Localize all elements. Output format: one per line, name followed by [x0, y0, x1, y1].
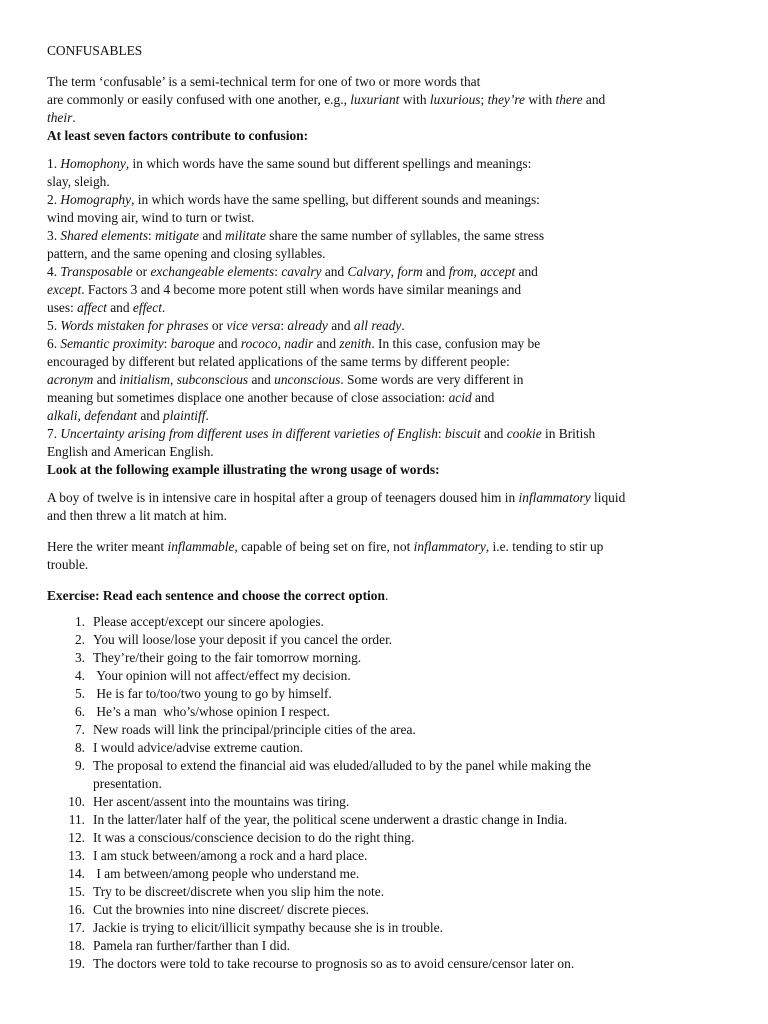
factor-text: .: [205, 408, 209, 423]
example-word: affect: [77, 300, 107, 315]
exercise-number: 15.: [68, 884, 85, 899]
exercise-number: 1.: [74, 614, 85, 629]
example-word: acid: [448, 390, 472, 405]
exercise-sentence: presentation.: [93, 776, 162, 791]
factor-item: [47, 317, 727, 335]
exercise-item: [47, 667, 723, 685]
exercise-sentence: In the latter/later half of the year, the political scene underwent a drastic change in India.: [93, 812, 568, 827]
exercise-sentence: Please accept/except our sincere apologies.: [93, 614, 324, 629]
exercise-item: [47, 757, 723, 793]
factor-text: ,: [473, 264, 481, 279]
factor-item: [47, 335, 727, 425]
example-word: militate: [225, 228, 266, 243]
example-word: luxuriant: [350, 92, 400, 107]
example-word: unconscious: [274, 372, 341, 387]
factor-text: , in which words have the same spelling, but different sounds and meanings:: [131, 192, 540, 207]
factor-text: and: [321, 264, 348, 279]
exercise-item: [47, 919, 723, 937]
example-word: effect: [132, 300, 162, 315]
factor-term: Semantic proximity: [60, 336, 164, 351]
factor-number: 6.: [47, 336, 61, 351]
factor-term: Shared elements: [60, 228, 149, 243]
example-word: except: [47, 282, 82, 297]
exercise-sentence: The proposal to extend the financial aid was eluded/alluded to by the panel while making the: [93, 758, 591, 773]
exercise-item: [47, 631, 723, 649]
exercise-number: 11.: [68, 812, 85, 827]
example-word: biscuit: [444, 426, 481, 441]
exercise-item: [47, 829, 723, 847]
exercise-item: [47, 703, 723, 721]
exercise-item: [47, 865, 723, 883]
factor-term: Uncertainty arising from different uses in different varieties of English: [60, 426, 438, 441]
exercise-number: 18.: [68, 938, 85, 953]
factor-text: and: [199, 228, 226, 243]
factor-text: uses:: [47, 300, 78, 315]
factor-text: and: [313, 336, 340, 351]
factor-text: ,: [390, 264, 398, 279]
factor-item: [47, 425, 727, 461]
example-word: acronym: [47, 372, 94, 387]
exercise-item: [47, 811, 723, 829]
factor-text: . Some words are very different in: [340, 372, 524, 387]
factor-text: and: [480, 426, 507, 441]
explanation-text: trouble.: [47, 557, 89, 572]
example-word: alkali: [47, 408, 78, 423]
factor-text: share the same number of syllables, the same stress: [265, 228, 545, 243]
example-word: they’re: [487, 92, 525, 107]
factor-number: 3.: [47, 228, 61, 243]
factor-text: and: [106, 300, 133, 315]
exercise-sentence: Cut the brownies into nine discreet/ discrete pieces.: [93, 902, 369, 917]
exercise-item: [47, 847, 723, 865]
factor-number: 7.: [47, 426, 61, 441]
factors-list: [47, 155, 727, 461]
example-text: liquid: [590, 490, 626, 505]
exercise-item: [47, 883, 723, 901]
factor-item: [47, 191, 727, 227]
factor-text: . In this case, confusion may be: [371, 336, 541, 351]
exercise-number: 10.: [68, 794, 85, 809]
exercise-item: [47, 739, 723, 757]
exercise-sentence: I am between/among people who understand me.: [93, 866, 360, 881]
exercise-sentence: I would advice/advise extreme caution.: [93, 740, 304, 755]
exercise-number: 8.: [74, 740, 85, 755]
example-text: and then threw a lit match at him.: [47, 508, 227, 523]
exercise-sentence: They’re/their going to the fair tomorrow morning.: [93, 650, 362, 665]
document-body: [47, 42, 727, 973]
intro-text: with: [399, 92, 430, 107]
factor-text: , in which words have the same sound but different spellings and meanings:: [125, 156, 532, 171]
example-word: cavalry: [281, 264, 322, 279]
exercise-list: [47, 613, 727, 973]
factor-term: Transposable: [60, 264, 133, 279]
exercise-number: 16.: [68, 902, 85, 917]
example-heading: Look at the following example illustrating the wrong usage of words:: [47, 462, 440, 477]
factor-text: and: [327, 318, 354, 333]
factor-term: vice versa: [226, 318, 281, 333]
exercise-sentence: It was a conscious/conscience decision to do the right thing.: [93, 830, 415, 845]
exercise-number: 17.: [68, 920, 85, 935]
exercise-sentence: Your opinion will not affect/effect my decision.: [93, 668, 351, 683]
example-paragraph: [47, 489, 727, 525]
example-word: rococo: [240, 336, 278, 351]
factor-text: .: [401, 318, 405, 333]
example-word: their: [47, 110, 73, 125]
example-text: A boy of twelve is in intensive care in hospital after a group of teenagers doused him in: [47, 490, 519, 505]
example-word: already: [287, 318, 328, 333]
example-word: inflammatory: [413, 539, 486, 554]
exercise-item: [47, 901, 723, 919]
exercise-sentence: You will loose/lose your deposit if you cancel the order.: [93, 632, 393, 647]
factor-example: slay, sleigh.: [47, 174, 110, 189]
factor-term: exchangeable elements: [150, 264, 275, 279]
exercise-heading-end: .: [384, 588, 389, 603]
intro-text: with: [524, 92, 556, 107]
factor-text: :: [148, 228, 156, 243]
factor-number: 1.: [47, 156, 61, 171]
factor-example: wind moving air, wind to turn or twist.: [47, 210, 255, 225]
intro-text: .: [72, 110, 76, 125]
factor-text: and: [471, 390, 495, 405]
explanation-text: Here the writer meant: [47, 539, 168, 554]
exercise-number: 12.: [68, 830, 85, 845]
exercise-number: 19.: [68, 956, 85, 971]
factor-text: and: [214, 336, 241, 351]
example-word: Calvary: [347, 264, 391, 279]
example-word: initialism: [119, 372, 170, 387]
exercise-sentence: New roads will link the principal/principle cities of the area.: [93, 722, 416, 737]
factor-item: [47, 263, 727, 317]
factor-text: . Factors 3 and 4 become more potent still when words have similar meanings and: [81, 282, 522, 297]
exercise-number: 14.: [68, 866, 85, 881]
exercise-item: [47, 613, 723, 631]
exercise-sentence: He’s a man who’s/whose opinion I respect.: [93, 704, 330, 719]
exercise-item: [47, 685, 723, 703]
example-word: inflammatory: [518, 490, 591, 505]
factor-text: :: [437, 426, 445, 441]
exercise-item: [47, 937, 723, 955]
exercise-item: [47, 649, 723, 667]
factor-text: English and American English.: [47, 444, 214, 459]
exercise-number: 2.: [74, 632, 85, 647]
exercise-number: 3.: [74, 650, 85, 665]
exercise-item: [47, 955, 723, 973]
exercise-number: 13.: [68, 848, 85, 863]
factor-text: and: [248, 372, 275, 387]
intro-text: ;: [480, 92, 488, 107]
example-word: baroque: [170, 336, 215, 351]
factor-text: pattern, and the same opening and closing syllables.: [47, 246, 326, 261]
factor-item: [47, 155, 727, 191]
example-word: mitigate: [155, 228, 199, 243]
intro-text: and: [582, 92, 606, 107]
exercise-sentence: Pamela ran further/farther than I did.: [93, 938, 291, 953]
exercise-item: [47, 793, 723, 811]
factor-text: :: [280, 318, 288, 333]
factor-text: ,: [77, 408, 85, 423]
factor-text: or: [132, 264, 151, 279]
example-word: there: [555, 92, 583, 107]
example-word: form: [397, 264, 423, 279]
explanation-paragraph: [47, 538, 727, 574]
factor-text: :: [163, 336, 171, 351]
factor-text: in British: [541, 426, 596, 441]
explanation-text: , capable of being set on fire, not: [234, 539, 414, 554]
example-word: cookie: [506, 426, 542, 441]
exercise-number: 7.: [74, 722, 85, 737]
intro-text: are commonly or easily confused with one another, e.g.,: [47, 92, 351, 107]
example-word: plaintiff: [163, 408, 206, 423]
factor-text: :: [274, 264, 282, 279]
intro-text: The term ‘confusable’ is a semi-technical term for one of two or more words that: [47, 74, 481, 89]
exercise-sentence: The doctors were told to take recourse to prognosis so as to avoid censure/censor later on.: [93, 956, 575, 971]
example-word: accept: [480, 264, 516, 279]
exercise-sentence: Her ascent/assent into the mountains was tiring.: [93, 794, 350, 809]
example-word: defendant: [84, 408, 138, 423]
factor-text: and: [137, 408, 164, 423]
explanation-text: , i.e. tending to stir up: [485, 539, 604, 554]
exercise-sentence: Try to be discreet/discrete when you slip him the note.: [93, 884, 385, 899]
example-word: luxurious: [429, 92, 481, 107]
factor-number: 5.: [47, 318, 61, 333]
factor-number: 2.: [47, 192, 61, 207]
factor-term: Homophony: [60, 156, 126, 171]
exercise-number: 6.: [74, 704, 85, 719]
example-word: inflammable: [167, 539, 235, 554]
exercise-heading: [47, 587, 727, 605]
exercise-sentence: He is far to/too/two young to go by himself.: [93, 686, 332, 701]
factor-item: [47, 227, 727, 263]
intro-paragraph: [47, 73, 727, 127]
factor-term: Words mistaken for phrases: [60, 318, 209, 333]
factor-text: and: [422, 264, 449, 279]
factor-text: .: [161, 300, 166, 315]
factor-text: and: [515, 264, 538, 279]
factor-text: meaning but sometimes displace one another because of close association:: [47, 390, 449, 405]
document-title: CONFUSABLES: [47, 43, 143, 58]
factor-text: or: [208, 318, 227, 333]
exercise-sentence: Jackie is trying to elicit/illicit sympathy because she is in trouble.: [93, 920, 443, 935]
example-word: zenith: [339, 336, 372, 351]
factor-text: ,: [170, 372, 177, 387]
factor-text: encouraged by different but related applications of the same terms by different people:: [47, 354, 510, 369]
factor-text: ,: [277, 336, 285, 351]
factor-term: Homography: [60, 192, 132, 207]
example-word: subconscious: [176, 372, 249, 387]
exercise-heading-text: Exercise: Read each sentence and choose the correct option: [47, 588, 385, 603]
factor-number: 4.: [47, 264, 61, 279]
example-word: from: [448, 264, 474, 279]
exercise-sentence: I am stuck between/among a rock and a hard place.: [93, 848, 368, 863]
example-word: nadir: [284, 336, 314, 351]
factor-text: and: [93, 372, 120, 387]
example-word: all ready: [353, 318, 402, 333]
exercise-number: 9.: [74, 758, 85, 773]
factors-heading: At least seven factors contribute to confusion:: [47, 128, 309, 143]
exercise-number: 4.: [74, 668, 85, 683]
exercise-item: [47, 721, 723, 739]
exercise-number: 5.: [74, 686, 85, 701]
